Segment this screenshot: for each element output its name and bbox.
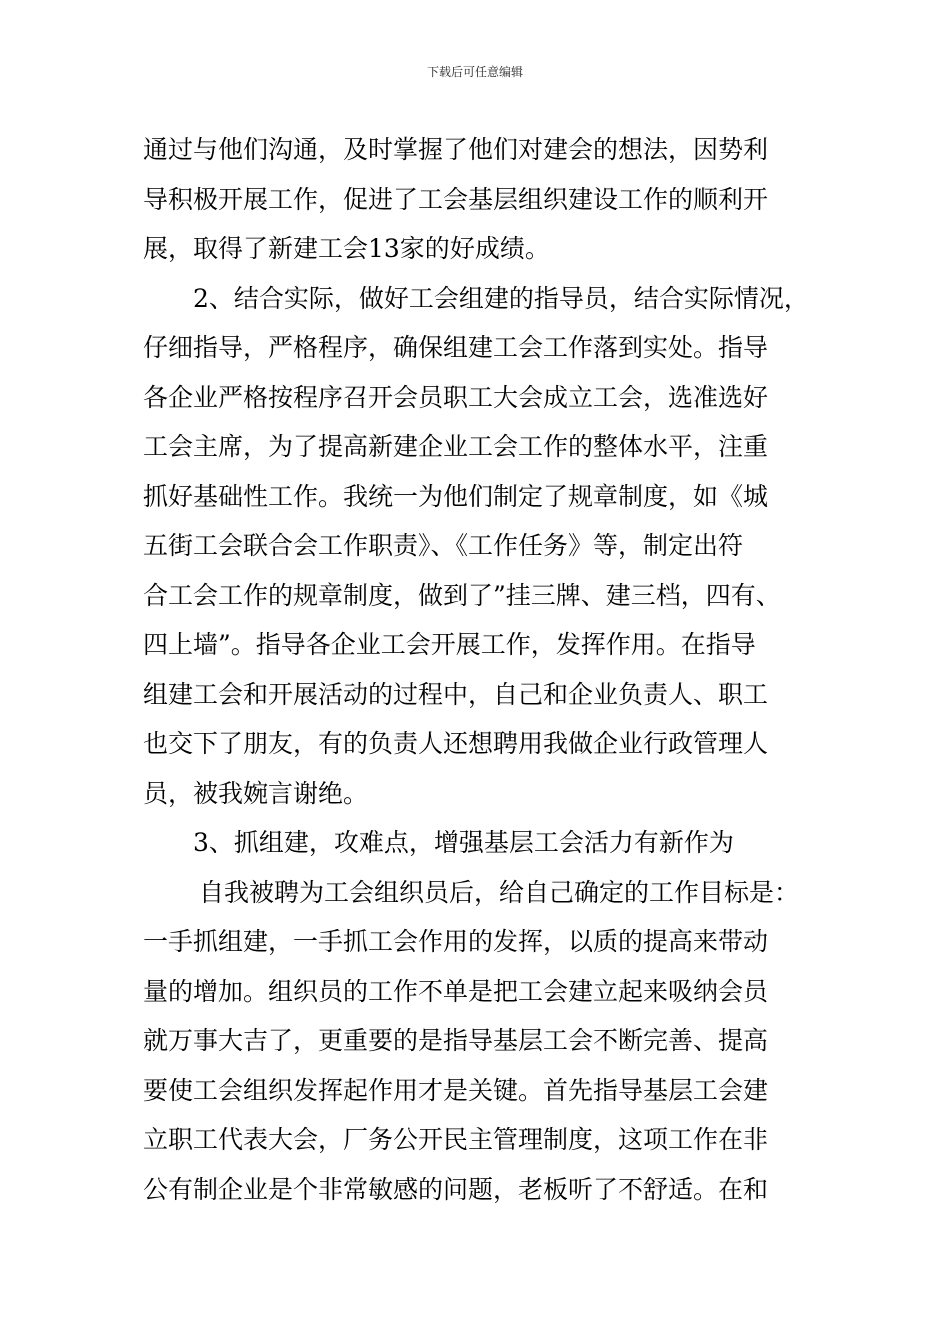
text-line: 量的增加。组织员的工作不单是把工会建立起来吸纳会员 [143,976,769,1006]
text-line: 一手抓组建，一手抓工会作用的发挥，以质的提高来带动 [143,927,769,956]
text-line: 公有制企业是个非常敏感的问题，老板听了不舒适。在和 [143,1174,769,1204]
text-line: 工会主席，为了提高新建企业工会工作的整体水平，注重 [143,432,769,461]
text-line: 四上墙”。指导各企业工会开展工作，发挥作用。在指导 [143,630,756,659]
text-line: 组建工会和开展活动的过程中，自己和企业负责人、职工 [143,679,769,709]
text-line: 展，取得了新建工会13家的好成绩。 [143,234,550,263]
text-line: 通过与他们沟通，及时掌握了他们对建会的想法，因势利 [143,135,769,164]
text-line: 员，被我婉言谢绝。 [143,778,369,808]
text-line: 各企业严格按程序召开会员职工大会成立工会，选准选好 [143,382,769,412]
section-2-heading: 2、结合实际，做好工会组建的指导员，结合实际情况， [193,283,809,313]
text-line: 五街工会联合会工作职责》、《工作任务》等，制定出符 [143,531,744,560]
section-3-heading: 3、抓组建，攻难点，增强基层工会活力有新作为 [193,828,734,857]
document-body [143,125,823,1214]
text-line: 仔细指导，严格程序，确保组建工会工作落到实处。指导 [143,333,769,362]
text-line: 抓好基础性工作。我统一为他们制定了规章制度，如《城 [143,481,769,511]
text-line: 要使工会组织发挥起作用才是关键。首先指导基层工会建 [143,1075,769,1105]
text-line: 导积极开展工作，促进了工会基层组织建设工作的顺利开 [143,184,769,214]
page-header: 下载后可任意编辑 [426,65,523,79]
text-line: 就万事大吉了，更重要的是指导基层工会不断完善、提高 [143,1026,769,1055]
paragraph-start: 自我被聘为工会组织员后，给自己确定的工作目标是： [199,877,800,907]
text-line: 立职工代表大会，厂务公开民主管理制度，这项工作在非 [143,1125,769,1154]
text-line: 也交下了朋友，有的负责人还想聘用我做企业行政管理人 [143,729,769,758]
text-line: 合工会工作的规章制度，做到了”挂三牌、建三档，四有、 [143,580,781,610]
